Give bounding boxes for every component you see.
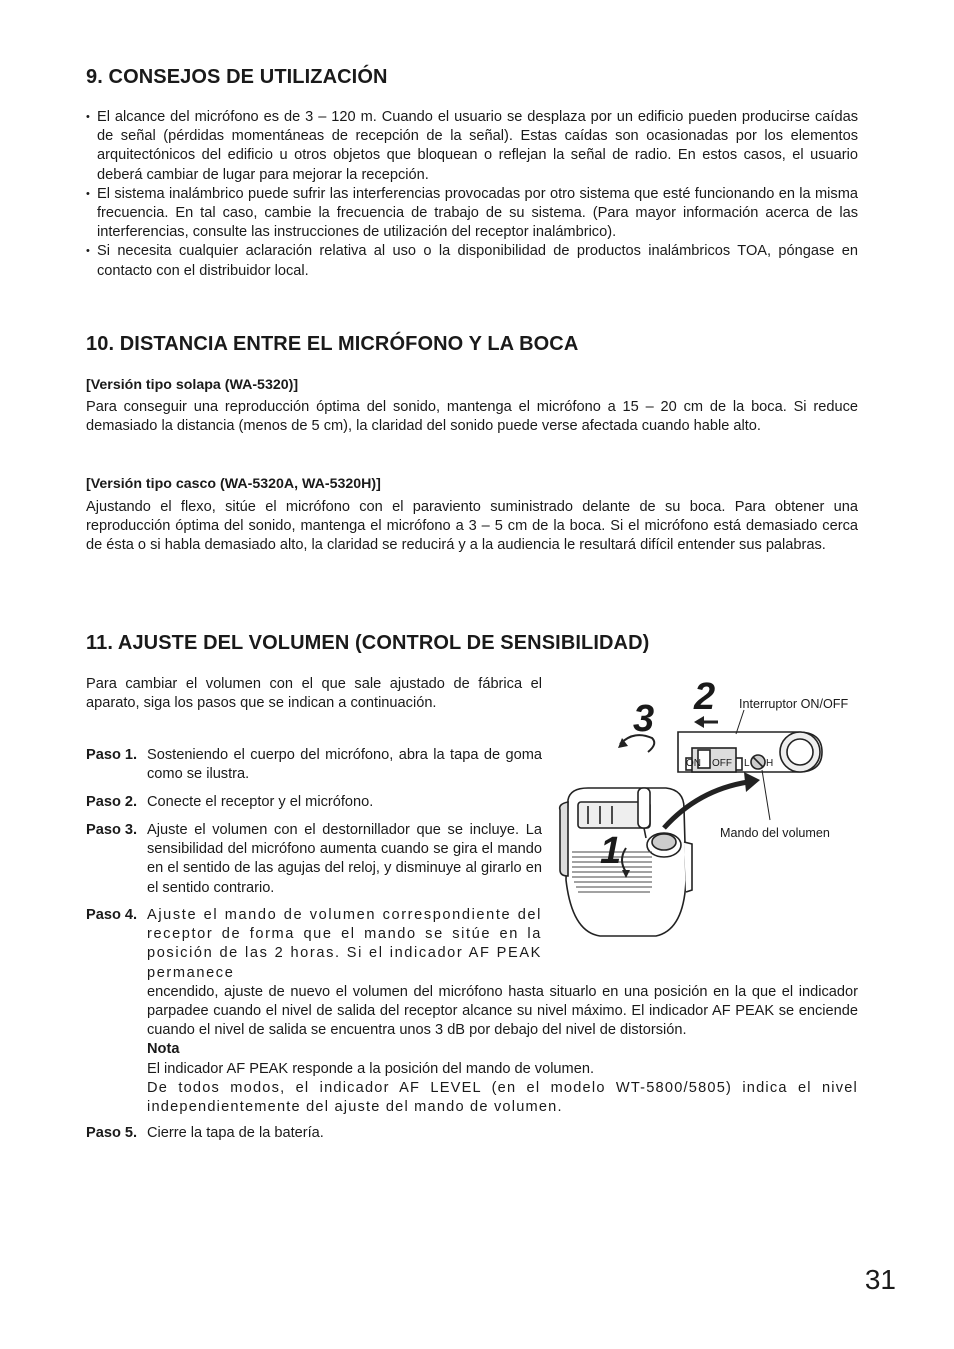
high-label: H	[766, 758, 774, 769]
volume-adjustment-illustration	[548, 676, 878, 950]
step-label: Paso 2.	[86, 794, 138, 810]
step-5	[86, 1124, 542, 1143]
leader-line	[762, 770, 770, 820]
step-label: Paso 5.	[86, 1125, 138, 1141]
note-line: El indicador AF PEAK responde a la posición del mando de volumen.	[147, 1060, 594, 1077]
headset-version-heading: [Versión tipo casco (WA-5320A, WA-5320H)]	[86, 476, 381, 492]
lapel-version-text: Para conseguir una reproducción óptima del sonido, mantenga el micrófono a 15 – 20 cm de la boca. Si reduce demasiado la distancia (menos de 5 cm), la claridad del sonido puede verse afectada cuando hable alto.	[86, 399, 858, 435]
list-item: • Si necesita cualquier aclaración relativa al uso o la disponibilidad de productos inalámbricos TOA, póngase en contacto con el distribuidor local.	[86, 242, 858, 280]
list-item: • El sistema inalámbrico puede sufrir las interferencias provocadas por otro sistema que esté funcionando en la misma frecuencia. En tal caso, cambie la frecuencia de trabajo de su sistema. (Para mayor información acerca de las interferencias, consulte las instrucciones de utilización del receptor inalámbrico).	[86, 185, 858, 243]
step-1	[86, 746, 542, 784]
section-11-title: 11. AJUSTE DEL VOLUMEN (CONTROL DE SENSIBILIDAD)	[86, 632, 650, 654]
headset-version-text: Ajustando el flexo, sitúe el micrófono con el paraviento suministrado delante de su boca. Para obtener una reproducción óptima del sonido, mantenga el micrófono a 3 – 5 cm de la boca. Si el micrófono está demasiado cerca de ésta o si habla demasiado alto, la claridad se reducirá y a la audiencia le resultará difícil entender sus palabras.	[86, 499, 858, 554]
list-item: • El alcance del micrófono es de 3 – 120 m. Cuando el usuario se desplaza por un edificio pueden producirse caídas de señal (pérdidas momentáneas de recepción de la señal). Estas caídas son ocasionadas por los elementos arquitectónicos del edificio u otros objetos que bloquean o reflejan la señal de radio. En estos casos, el usuario deberá cambiar de lugar para mejorar la recepción.	[86, 108, 858, 185]
step-label: Paso 3.	[86, 822, 138, 838]
step-number-1: 1	[600, 830, 622, 872]
note-title: Nota	[147, 1041, 180, 1058]
knob-caption: Mando del volumen	[720, 826, 830, 840]
step-text: Cierre la tapa de la batería.	[147, 1125, 324, 1141]
section-9-bullet-list	[86, 108, 858, 281]
note-line: De todos modos, el indicador AF LEVEL (en el modelo WT-5800/5805) indica el nivel independientemente del ajuste del mando de volumen.	[147, 1079, 858, 1116]
transmitter-diagram	[548, 680, 878, 950]
step-label: Paso 4.	[86, 907, 138, 923]
switch-caption: Interruptor ON/OFF	[739, 697, 849, 711]
section-9-title: 9. CONSEJOS DE UTILIZACIÓN	[86, 66, 388, 88]
step-text: Ajuste el mando de volumen correspondiente del receptor de forma que el mando se sitúe en la posición de las 2 horas. Si el indicador AF PEAK permanece	[147, 907, 542, 981]
step-3	[86, 821, 542, 898]
step-text-continued: encendido, ajuste de nuevo el volumen del micrófono hasta situarlo en una posición en la que el indicador parpadee cuando el nivel de salida del receptor alcance su nivel máximo. El indicador AF PEAK se enciende cuando el nivel de salida se encuentra unos 3 dB por debajo del nivel de distorsión.	[147, 983, 858, 1039]
lapel-version-heading: [Versión tipo solapa (WA-5320)]	[86, 377, 299, 393]
step-text: Ajuste el volumen con el destornillador que se incluye. La sensibilidad del micrófono aumenta cuando se gira el mando en el sentido de las agujas del reloj, y disminuye al girarlo en el sentido contrario.	[147, 822, 542, 896]
page-number: 31	[864, 1264, 896, 1295]
step-2	[86, 793, 542, 812]
leader-line	[736, 710, 744, 734]
section-10-title: 10. DISTANCIA ENTRE EL MICRÓFONO Y LA BOCA	[86, 333, 579, 355]
section-11-intro: Para cambiar el volumen con el que sale ajustado de fábrica el aparato, siga los pasos que se indican a continuación.	[86, 676, 542, 712]
off-label: OFF	[712, 758, 732, 769]
step-number-2: 2	[694, 676, 716, 718]
step-text: Sosteniendo el cuerpo del micrófono, abra la tapa de goma como se ilustra.	[147, 747, 542, 783]
step-number-3: 3	[633, 698, 655, 740]
arrow-head-icon	[744, 772, 760, 792]
step-text: Conecte el receptor y el micrófono.	[147, 794, 374, 810]
low-label: L	[744, 758, 750, 769]
on-label: ON	[686, 758, 701, 769]
step-label: Paso 1.	[86, 747, 138, 763]
